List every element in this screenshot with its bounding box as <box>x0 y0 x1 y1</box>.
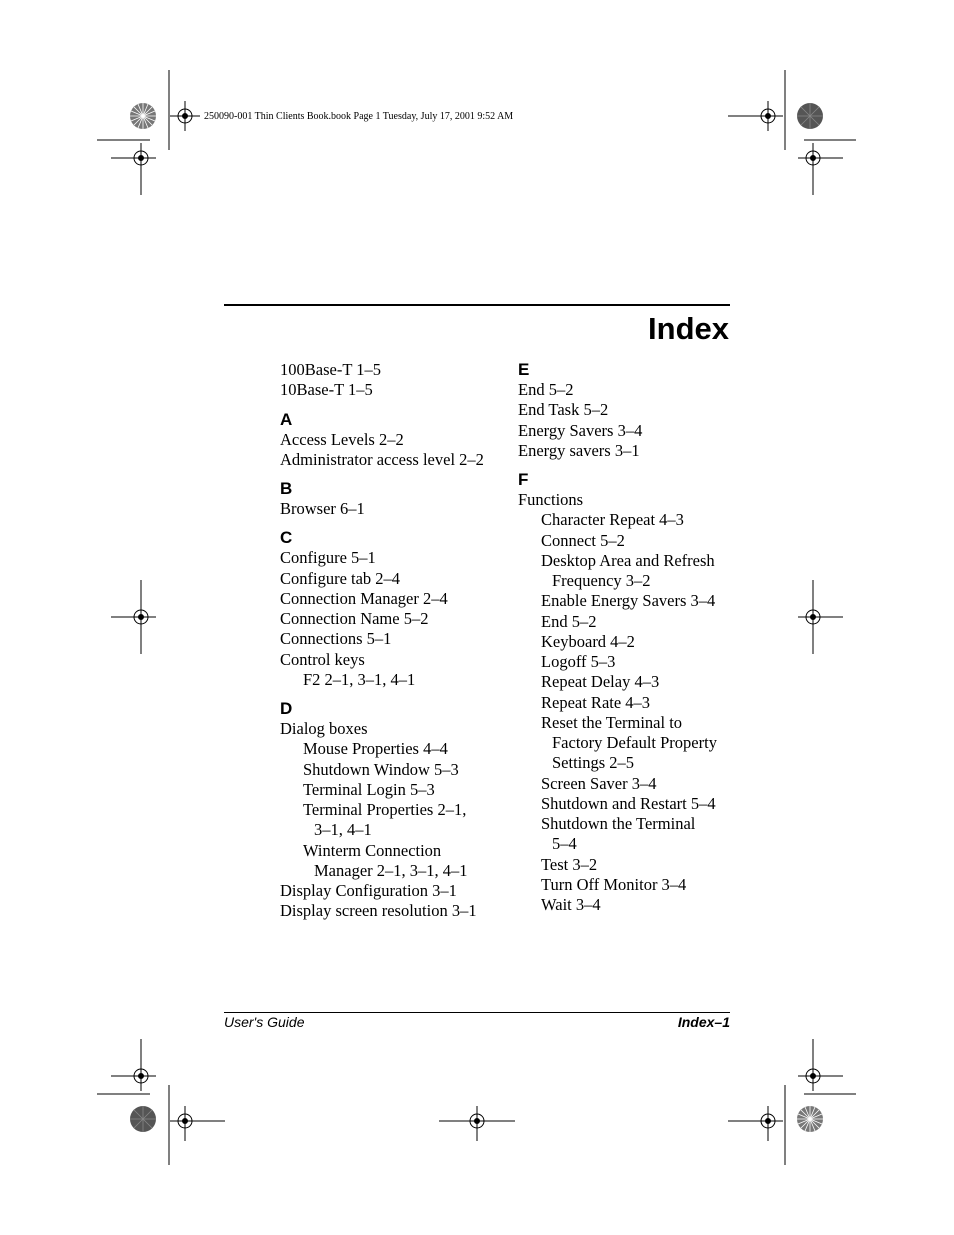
index-entry-line: Settings 2–5 <box>552 753 635 773</box>
footer-page-number: Index–1 <box>677 1014 730 1030</box>
index-entry: Configure 5–1 <box>280 548 376 568</box>
registration-target-icon <box>728 1106 783 1141</box>
index-letter-heading: C <box>280 528 293 548</box>
index-letter-heading: E <box>518 360 530 379</box>
index-entry-line: Shutdown the Terminal <box>541 814 696 833</box>
index-entry-line: Frequency 3–2 <box>552 571 651 590</box>
registration-target-icon <box>798 580 843 654</box>
index-entry-line: Factory Default Property <box>552 733 717 752</box>
index-entry: Display Configuration 3–1 <box>280 881 457 900</box>
index-subentry: End 5–2 <box>541 611 597 631</box>
registration-target-icon <box>728 101 783 131</box>
index-subentry: Enable Energy Savers 3–4 <box>541 591 716 611</box>
index-entry: Energy Savers 3–4 <box>518 420 643 440</box>
index-subentry <box>518 713 733 774</box>
index-subentry: Shutdown and Restart 5–4 <box>541 793 716 813</box>
index-entry-line: Winterm Connection <box>303 840 442 860</box>
print-slug: 250090-001 Thin Clients Book.book Page 1 Tuesday, July 17, 2001 9:52 AM <box>204 111 514 122</box>
index-entry: Connections 5–1 <box>280 629 392 649</box>
index-entry: Configure tab 2–4 <box>280 568 401 588</box>
registration-target-icon <box>170 101 200 131</box>
index-entry-line: Manager 2–1, 3–1, 4–1 <box>314 860 468 880</box>
index-entry: End 5–2 <box>518 380 574 399</box>
index-subentry: F2 2–1, 3–1, 4–1 <box>303 669 416 689</box>
index-entry: Connection Name 5–2 <box>280 609 429 628</box>
registration-target-icon <box>111 1039 156 1091</box>
index-entry: End Task 5–2 <box>518 400 609 420</box>
index-entry: Administrator access level 2–2 <box>280 449 484 469</box>
index-letter-heading: B <box>280 479 293 498</box>
index-entry: Energy savers 3–1 <box>518 440 640 460</box>
index-subentry <box>280 800 505 841</box>
index-letter-heading: D <box>280 699 293 718</box>
index-subentry: Turn Off Monitor 3–4 <box>541 874 687 894</box>
index-entry: Display screen resolution 3–1 <box>280 901 477 921</box>
index-entry-line: Reset the Terminal to <box>541 712 683 732</box>
index-subentry: Repeat Delay 4–3 <box>541 672 660 692</box>
index-subentry: Repeat Rate 4–3 <box>541 692 651 712</box>
index-subentry <box>518 814 733 855</box>
registration-target-icon <box>798 143 843 195</box>
star-target-icon <box>797 103 823 129</box>
index-subentry: Test 3–2 <box>541 854 598 874</box>
index-column-left <box>280 360 505 922</box>
index-subentry: Keyboard 4–2 <box>541 631 635 651</box>
index-entry-line: 3–1, 4–1 <box>314 820 372 840</box>
index-subentry: Screen Saver 3–4 <box>541 773 657 793</box>
index-entry: Control keys <box>280 649 365 669</box>
page-title: Index <box>648 311 729 346</box>
index-subentry: Terminal Login 5–3 <box>303 779 435 799</box>
registration-target-icon <box>111 143 156 195</box>
star-target-icon <box>130 103 156 129</box>
index-column-right <box>518 360 733 915</box>
index-subentry: Shutdown Window 5–3 <box>303 759 459 779</box>
index-subentry: Connect 5–2 <box>541 530 625 550</box>
index-subentry: Logoff 5–3 <box>541 652 616 671</box>
index-entry-line: Terminal Properties 2–1, <box>303 800 467 819</box>
title-rule <box>224 304 730 306</box>
registration-target-icon <box>170 1106 225 1141</box>
index-entry: 10Base-T 1–5 <box>280 380 373 400</box>
index-letter-heading: A <box>280 409 293 429</box>
index-entry: 100Base-T 1–5 <box>280 360 381 379</box>
star-target-icon <box>130 1106 156 1132</box>
index-entry-line: 5–4 <box>552 834 577 854</box>
footer-book-title: User's Guide <box>224 1014 305 1030</box>
index-letter-heading: F <box>518 470 529 489</box>
index-entry: Connection Manager 2–4 <box>280 588 448 608</box>
index-subentry: Wait 3–4 <box>541 895 601 914</box>
index-subentry <box>518 551 733 592</box>
index-entry: Browser 6–1 <box>280 499 365 518</box>
index-entry: Access Levels 2–2 <box>280 429 404 449</box>
index-entry: Dialog boxes <box>280 719 368 738</box>
registration-target-icon <box>439 1106 515 1141</box>
index-subentry: Character Repeat 4–3 <box>541 510 684 530</box>
index-subentry <box>280 841 505 882</box>
index-entry: Functions <box>518 490 584 509</box>
registration-target-icon <box>798 1039 843 1091</box>
index-subentry: Mouse Properties 4–4 <box>303 739 448 759</box>
star-target-icon <box>797 1106 823 1132</box>
registration-target-icon <box>111 580 156 654</box>
index-entry-line: Desktop Area and Refresh <box>541 550 715 570</box>
